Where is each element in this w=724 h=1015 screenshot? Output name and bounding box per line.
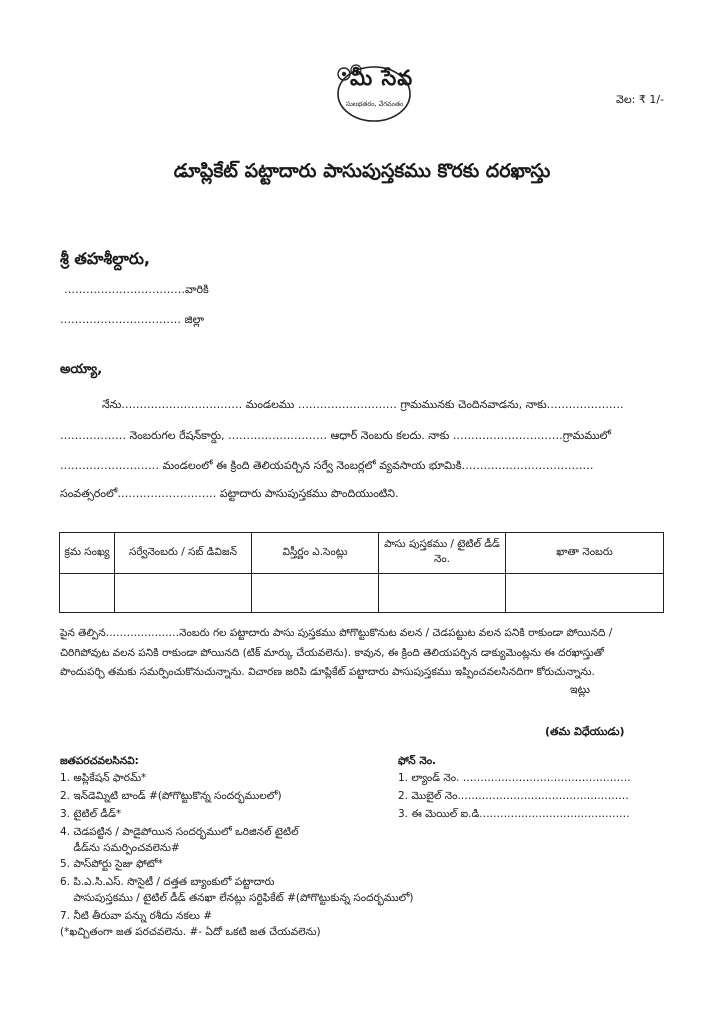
body-line-3: పొందుపర్చి తమకు సమర్పించుకొనుచున్నాను. విచారణ జరిపి డూప్లికేట్ పట్టాదారు పాసుపుస్తకము ఇప్పించవలసినదిగా కోరుచున్నాను. [60,666,595,678]
enclosure-item: 4. చెడపట్టిన / పాడైపోయిన సందర్భములో ఒరిజినల్ టైటిల్ [60,826,299,838]
enclosure-item: పాసుపుస్తకము / టైటిల్ డీడ్ తనఖా లేనట్లు సర్టిఫికేట్ #(పోగొట్టుకున్న సందర్భములో) [60,892,414,904]
enclosure-item: 1. అప్లికేషన్ ఫారమ్* [60,772,147,784]
form-title: డూప్లికేట్ పట్టాదారు పాసుపుస్తకము కొరకు దరఖాస్తు [173,160,551,182]
body-line-2: చిరిగిపోవుట వలన పనికి రాకుండా పోయినది (టిక్ మార్కు చేయవలెను). కావున, ఈ క్రింది తెలియపర్చిన డాక్యుమెంట్లను ఈ దరఖాస్తుతో [60,647,605,659]
logo-subtitle: సులభతరం, వేగవంతం [346,100,404,108]
addressee: శ్రీ తహశీల్దారు, [60,249,151,268]
enclosure-note: (*ఖచ్చితంగా జత పరచవలెను. #- ఏదో ఒకటి జత చేయవలెను) [60,926,321,938]
col-extent: విస్తీర్ణం ఎ.సెంట్లు [252,533,379,574]
phone-landline: 1. ల్యాండ్ నెం. ………………………………………… [398,772,631,784]
enclosure-item: 3. టైటిల్ డీడ్* [60,808,122,820]
signoff: (తమ విధేయుడు) [545,725,625,738]
fee-label: వెల: ₹ 1/- [616,93,664,106]
table-cell[interactable] [379,574,506,613]
greeting: అయ్యా, [60,362,103,377]
enclosure-item: డీడ్‌ను సమర్పించవలెను# [60,842,180,854]
col-survey-number: సర్వేనెంబరు / సబ్ డివిజన్ [115,533,252,574]
phone-heading: ఫోన్ నెం. [398,755,437,767]
col-serial: క్రమ సంఖ్య [60,533,115,574]
letter-line-2: ……………… నెంబరుగల రేషన్‌కార్డు, ……………………… ఆధార్ నెంబరు కలదు. నాకు …………………………గ్రామములో [60,429,611,442]
table-row [60,574,664,613]
letter-line-4: సంవత్సరంలో……………………… పట్టాదారు పాసుపుస్తకము పొందియుంటిని. [60,487,399,500]
letter-line-3: ……………………… మండలంలో ఈ క్రింది తెలియపర్చిన సర్వే నెంబర్లలో వ్యవసాయ భూమికి……………………………… [60,459,594,472]
logo-title: మీ సేవ [350,66,414,90]
enclosures-heading: జతపరచవలసినవి: [60,755,139,767]
table-cell[interactable] [506,574,664,613]
enclosure-item: 7. నీటి తీరువా పన్ను రశీదు నకలు # [60,910,213,922]
land-details-table [59,532,664,613]
table-cell[interactable] [60,574,115,613]
enclosure-item: 5. పాస్‌పోర్టు సైజు ఫోటో* [60,858,163,870]
phone-email: 3. ఈ మెయిల్ ఐ.డి.…………………………………… [398,808,630,820]
body-line-1: పైన తెల్పిన…………………నెంబరు గల పట్టాదారు పాసు పుస్తకము పోగొట్టుకొనుట వలన / చెడపట్టుట వలన పనికి రాకుండా పోయినది / [60,627,613,639]
enclosure-item: 6. పి.ఎ.సి.ఎస్. సొసైటీ / దత్తత బ్యాంకులో పట్టాదారు [60,876,275,888]
table-cell[interactable] [115,574,252,613]
table-header-row [60,533,664,574]
letter-line-1: నేను…………………………… మండలము ……………………… గ్రామమునకు చెందినవాడను, నాకు………………… [102,398,624,411]
itlu-label: ఇట్లు [570,683,590,696]
enclosure-item: 2. ఇన్‌డెమ్నిటి బాండ్ #(పోగొట్టుకొన్న సందర్భములలో) [60,790,282,802]
table-cell[interactable] [252,574,379,613]
col-passbook-number: పాసు పుస్తకము / టైటిల్ డీడ్ నెం. [379,533,506,574]
phone-mobile: 2. మొబైల్ నెం.………………………………………… [398,790,629,802]
district-line: …………………………… జిల్లా [60,313,205,326]
col-khata-number: ఖాతా నెంబరు [506,533,664,574]
office-line: ……………………………వారికి [64,283,209,296]
